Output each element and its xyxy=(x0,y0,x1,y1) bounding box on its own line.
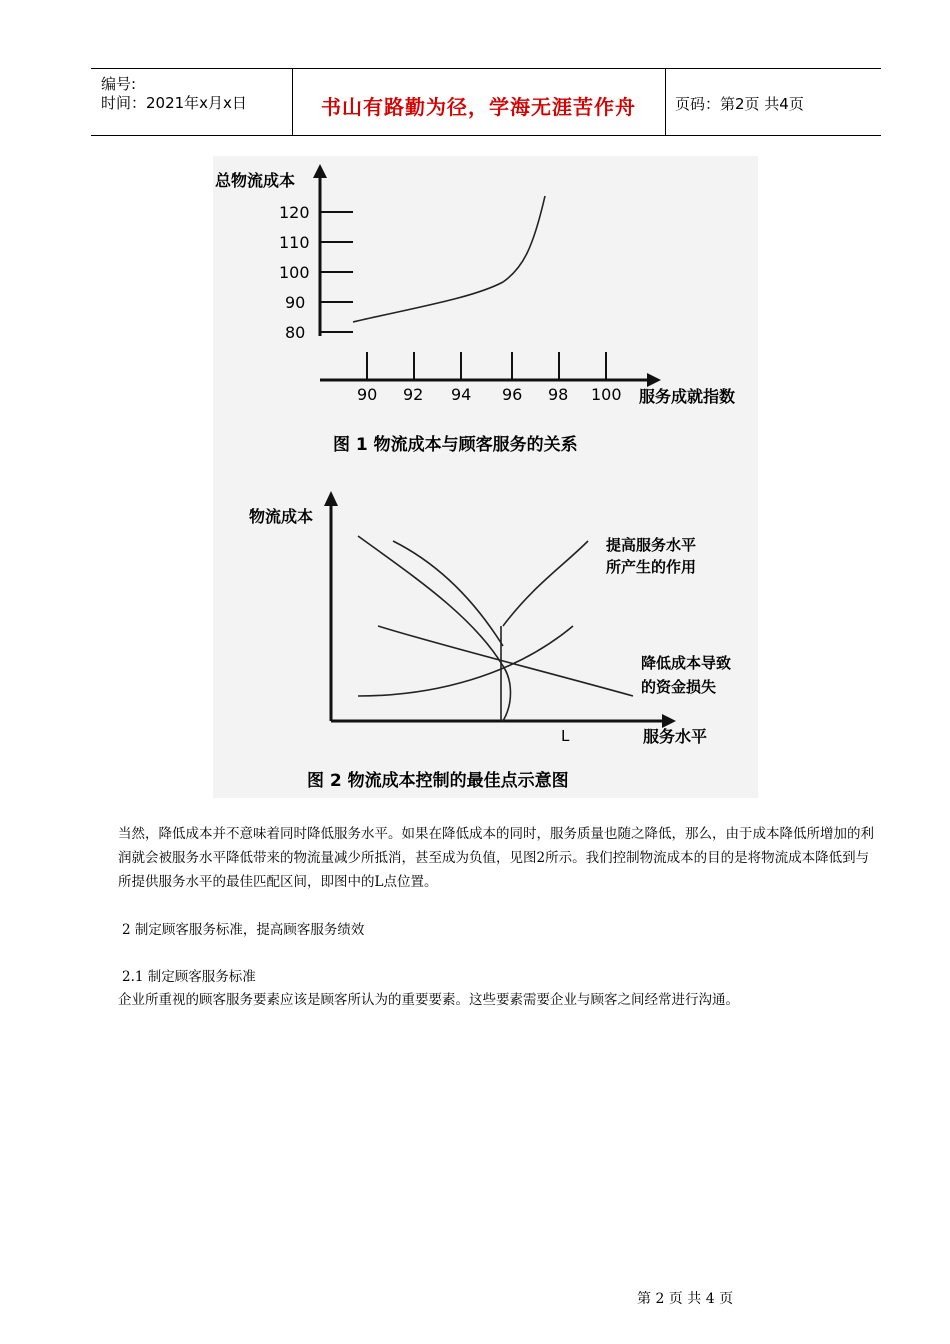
fig2-point-label: L xyxy=(561,727,570,745)
fig1-xtick-label: 94 xyxy=(451,385,472,404)
page-label: 页码：第2页 共4页 xyxy=(675,95,804,113)
section-heading-2: 2 制定顾客服务标准，提高顾客服务绩效 xyxy=(122,922,365,938)
fig1-xtick-label: 92 xyxy=(403,385,424,404)
fig1-ytick-label: 110 xyxy=(279,233,310,252)
fig1-ytick-label: 100 xyxy=(279,263,310,282)
paragraph-2: 企业所重视的顾客服务要素应该是顾客所认为的重要要素。这些要素需要企业与顾客之间经常进行沟通。 xyxy=(118,992,739,1008)
page-footer: 第 2 页 共 4 页 xyxy=(637,1291,734,1307)
fig1-ytick-label: 120 xyxy=(279,203,310,222)
fig1-xtick-label: 90 xyxy=(357,385,378,404)
motto: 书山有路勤为径，学海无涯苦作舟 xyxy=(321,95,636,119)
fig2-x-label: 服务水平 xyxy=(643,727,708,746)
fig1-caption: 图 1 物流成本与顾客服务的关系 xyxy=(333,435,578,455)
fig1-y-label: 总物流成本 xyxy=(215,171,296,190)
fig2-loss-curve xyxy=(378,626,633,696)
fig2-y-label: 物流成本 xyxy=(249,507,314,526)
fig1-xtick-label: 98 xyxy=(548,385,569,404)
figure1 xyxy=(215,164,735,455)
header-table xyxy=(91,68,881,136)
header-right-cell xyxy=(665,69,881,135)
header-center-cell xyxy=(292,69,666,135)
fig2-cost-curve-2 xyxy=(393,541,503,646)
fig2-label-down-1: 降低成本导致 xyxy=(641,654,732,672)
fig1-x-label: 服务成就指数 xyxy=(639,387,736,406)
fig1-ytick-label: 80 xyxy=(285,323,306,342)
fig1-xtick-label: 96 xyxy=(502,385,523,404)
fig1-xtick-label: 100 xyxy=(591,385,622,404)
time-label: 时间：2021年x月x日 xyxy=(101,94,247,112)
figures-svg xyxy=(213,156,758,798)
fig2-label-down-2: 的资金损失 xyxy=(641,678,717,696)
section-heading-2-1: 2.1 制定顾客服务标准 xyxy=(122,969,256,985)
fig1-y-arrow xyxy=(313,164,327,178)
fig2-total-curve xyxy=(358,626,573,696)
figure2 xyxy=(249,491,731,791)
fig2-y-arrow xyxy=(324,491,338,506)
paragraph-1: 当然，降低成本并不意味着同时降低服务水平。如果在降低成本的同时，服务质量也随之降低，那么，由于成本降低所增加的利润就会被服务水平降低带来的物流量减少所抵消，甚至成为负值，见图2所示。我们控制物流成本的目的是将物流成本降低到与所提供服务水平的最佳匹配区间，即图中的L点位置。 xyxy=(118,826,874,890)
fig1-ytick-label: 90 xyxy=(285,293,306,312)
code-label: 编号: xyxy=(101,75,137,93)
fig2-cost-curve xyxy=(358,536,511,721)
fig2-benefit-curve xyxy=(503,541,588,626)
figure-scan xyxy=(213,156,758,798)
fig1-cost-curve xyxy=(353,196,545,322)
header-left-cell xyxy=(91,69,293,135)
fig2-label-up-1: 提高服务水平 xyxy=(606,536,697,554)
fig2-caption: 图 2 物流成本控制的最佳点示意图 xyxy=(307,771,569,791)
fig2-label-up-2: 所产生的作用 xyxy=(606,558,697,576)
fig2-x-arrow xyxy=(662,714,676,728)
fig1-x-arrow xyxy=(647,373,661,387)
